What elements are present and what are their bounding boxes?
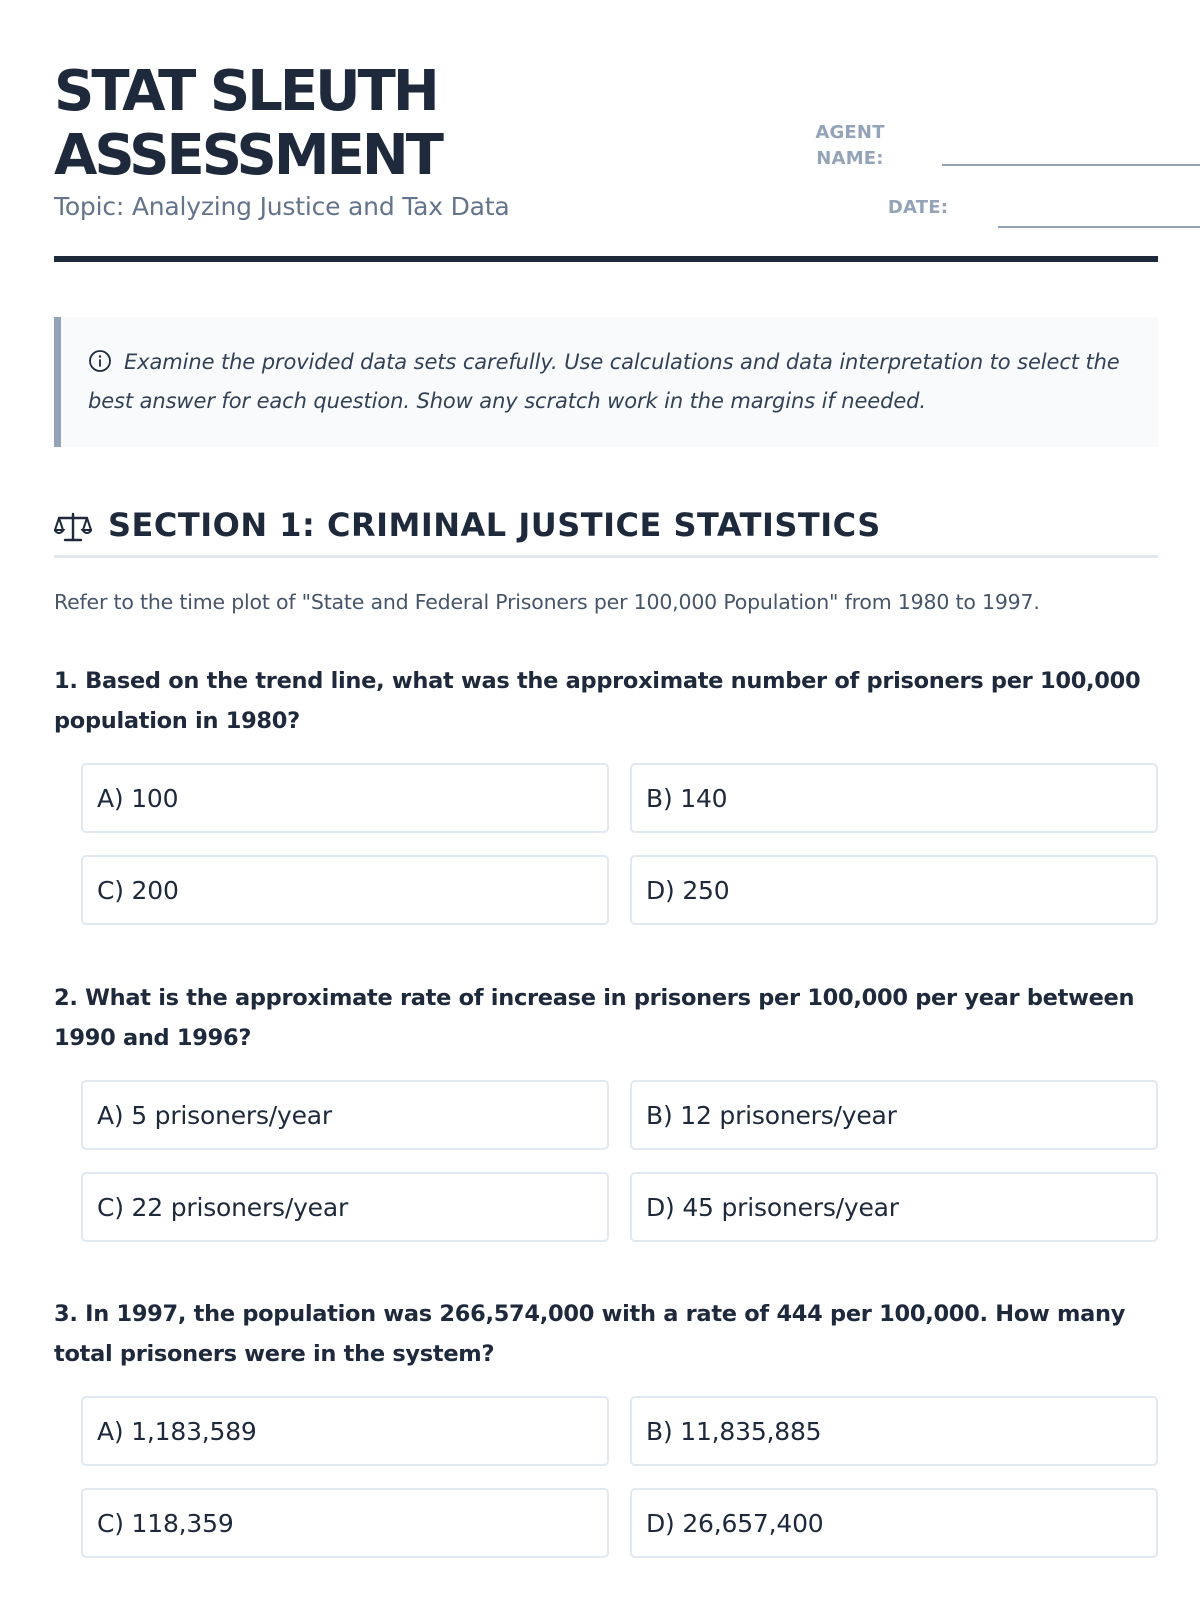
document-title [54,60,614,188]
question-2-option-a[interactable]: A) 5 prisoners/year [81,1080,609,1150]
date-field[interactable] [998,226,1200,228]
question-3-option-d[interactable]: D) 26,657,400 [630,1488,1158,1558]
section-1-description: Refer to the time plot of "State and Federal Prisoners per 100,000 Population" from 1980 to 1997. [54,590,1040,614]
question-1-option-c[interactable]: C) 200 [81,855,609,925]
info-icon [88,349,112,373]
scale-icon [54,511,92,543]
question-1-option-d[interactable]: D) 250 [630,855,1158,925]
question-1-options [81,763,1158,925]
question-3-text: 3. In 1997, the population was 266,574,000 with a rate of 444 per 100,000. How many total prisoners were in the system? [54,1301,1126,1367]
title-line-1: STAT SLEUTH [54,59,437,124]
question-2-options [81,1080,1158,1242]
header [54,0,1146,264]
date-label: DATE: [887,197,949,218]
question-2-option-c[interactable]: C) 22 prisoners/year [81,1172,609,1242]
question-3-option-a[interactable]: A) 1,183,589 [81,1396,609,1466]
topic-subtitle: Topic: Analyzing Justice and Tax Data [54,192,510,221]
question-1 [54,661,1158,925]
question-2 [54,978,1158,1242]
title-line-2: ASSESSMENT [54,123,441,188]
agent-name-field[interactable] [942,164,1200,166]
instructions-panel [54,317,1158,447]
question-2-text: 2. What is the approximate rate of increase in prisoners per 100,000 per year between 1990 and 1996? [54,985,1135,1051]
section-1-header [54,502,1158,558]
question-2-option-b[interactable]: B) 12 prisoners/year [630,1080,1158,1150]
question-3-options [81,1396,1158,1558]
agent-name-label: AGENT NAME: [815,122,885,169]
instructions-paragraph [88,343,1128,421]
header-divider [54,256,1158,262]
question-1-text: 1. Based on the trend line, what was the approximate number of prisoners per 100,000 population in 1980? [54,668,1141,734]
question-1-option-a[interactable]: A) 100 [81,763,609,833]
section-1-title: SECTION 1: CRIMINAL JUSTICE STATISTICS [108,506,881,544]
question-3 [54,1294,1158,1558]
instructions-text: Examine the provided data sets carefully. Use calculations and data interpretation to select the best answer for each question. Show any scratch work in the margins if needed. [88,350,1120,413]
question-3-option-b[interactable]: B) 11,835,885 [630,1396,1158,1466]
question-3-option-c[interactable]: C) 118,359 [81,1488,609,1558]
question-1-option-b[interactable]: B) 140 [630,763,1158,833]
question-2-option-d[interactable]: D) 45 prisoners/year [630,1172,1158,1242]
